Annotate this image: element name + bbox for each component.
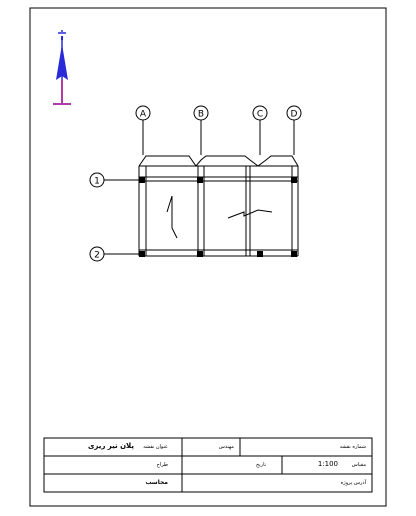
title-label: عنوان نقشه <box>143 444 168 450</box>
north-arrow-icon <box>53 30 71 104</box>
column <box>197 251 203 257</box>
grid-axis-D <box>287 106 301 155</box>
designer-label: طراح <box>156 462 168 468</box>
floor-plan <box>139 156 298 256</box>
grid-label-D: D <box>290 109 298 120</box>
grid-label-C: C <box>256 109 264 120</box>
column <box>257 251 263 257</box>
roof-outline <box>139 156 298 166</box>
columns <box>139 177 297 257</box>
calculator-label: محاسب <box>145 479 168 486</box>
column <box>139 251 145 257</box>
grid-label-A: A <box>139 109 147 120</box>
grid-axis-C <box>253 106 267 155</box>
grid-axis-2 <box>90 247 143 261</box>
scale-value: 1:100 <box>317 460 338 468</box>
engineer-label: مهندس <box>218 444 234 450</box>
grid-axis-A <box>136 106 150 155</box>
date-label: تاریخ <box>256 462 266 468</box>
grid-axis-B <box>194 106 208 155</box>
column <box>291 251 297 257</box>
drawing-title: پلان تیر ریزی <box>87 442 134 450</box>
grid-axis-1 <box>90 173 143 187</box>
column <box>197 177 203 183</box>
address-label: آدرس پروژه <box>340 480 366 486</box>
grid-label-2: 2 <box>94 250 100 261</box>
slab-direction-1 <box>167 196 177 238</box>
sheet-border <box>30 8 386 506</box>
column <box>291 177 297 183</box>
column <box>139 177 145 183</box>
drawing-number-label: شماره نقشه <box>339 444 366 450</box>
scale-label: مقیاس <box>351 462 366 468</box>
grid-label-B: B <box>197 109 205 120</box>
grid-label-1: 1 <box>94 176 100 187</box>
